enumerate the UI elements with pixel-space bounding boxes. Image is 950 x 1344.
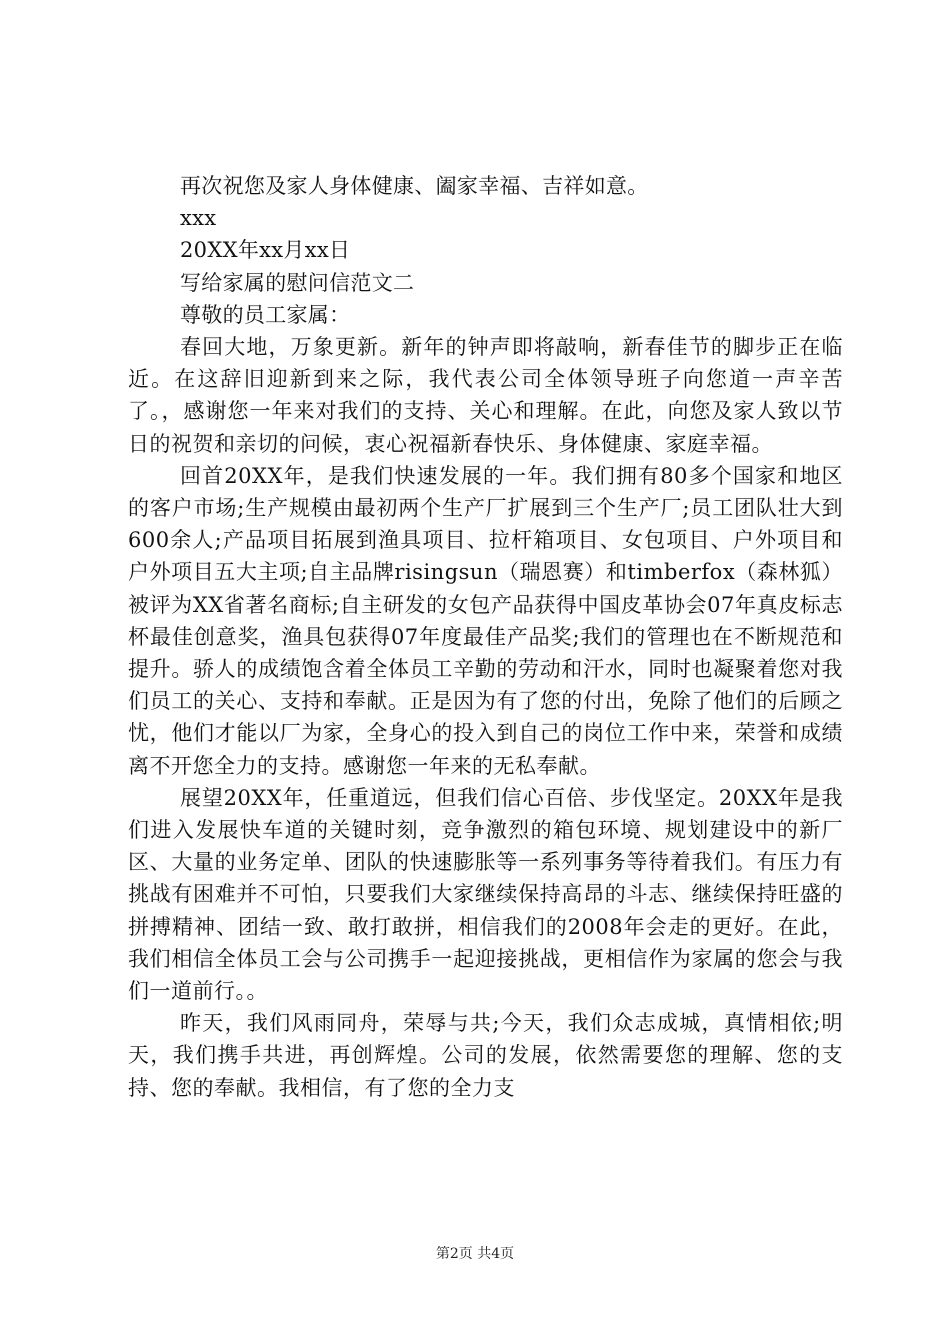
- page-number-footer: 第2页 共4页: [435, 1246, 515, 1262]
- body-paragraph: 回首20XX年，是我们快速发展的一年。我们拥有80多个国家和地区的客户市场;生产规模由最初两个生产厂扩展到三个生产厂;员工团队壮大到600余人;产品项目拓展到渔具项目、拉杆箱项目、女包项目、户外项目和户外项目五大主项;自主品牌risingsun（瑞恩赛）和timberfox（森林狐）被评为XX省著名商标;自主研发的女包产品获得中国皮革协会07年真皮标志杯最佳创意奖，渔具包获得07年度最佳产品奖;我们的管理也在不断规范和提升。骄人的成绩饱含着全体员工辛勤的劳动和汗水，同时也凝聚着您对我们员工的关心、支持和奉献。正是因为有了您的付出，免除了他们的后顾之忧，他们才能以厂为家，全身心的投入到自己的岗位工作中来，荣誉和成绩离不开您全力的支持。感谢您一年来的无私奉献。: [128, 463, 843, 778]
- document-body: [128, 170, 843, 1104]
- section-title: 写给家属的慰问信范文二: [180, 270, 415, 295]
- closing-wish-line: 再次祝您及家人身体健康、阖家幸福、吉祥如意。: [180, 174, 649, 198]
- salutation: 尊敬的员工家属：: [180, 302, 351, 327]
- body-paragraph: 春回大地，万象更新。新年的钟声即将敲响，新春佳节的脚步正在临近。在这辞旧迎新到来之际，我代表公司全体领导班子向您道一声辛苦了。，感谢您一年来对我们的支持、关心和理解。在此，向您及家人致以节日的祝贺和亲切的问候，衷心祝福新春快乐、身体健康、家庭幸福。: [128, 335, 843, 456]
- signature-date: 20XX年xx月xx日: [180, 238, 351, 263]
- body-paragraph: 昨天，我们风雨同舟，荣辱与共;今天，我们众志成城，真情相依;明天，我们携手共进，再创辉煌。公司的发展，依然需要您的理解、您的支持、您的奉献。我相信，有了您的全力支: [128, 1011, 843, 1100]
- body-paragraph: 展望20XX年，任重道远，但我们信心百倍、步伐坚定。20XX年是我们进入发展快车道的关键时刻，竞争激烈的箱包环境、规划建设中的新厂区、大量的业务定单、团队的快速膨胀等一系列事务等待着我们。有压力有挑战有困难并不可怕，只要我们大家继续保持高昂的斗志、继续保持旺盛的拼搏精神、团结一致、敢打敢拼，相信我们的2008年会走的更好。在此，我们相信全体员工会与公司携手一起迎接挑战，更相信作为家属的您会与我们一道前行。。: [128, 785, 843, 1004]
- signature-name: xxx: [180, 206, 217, 231]
